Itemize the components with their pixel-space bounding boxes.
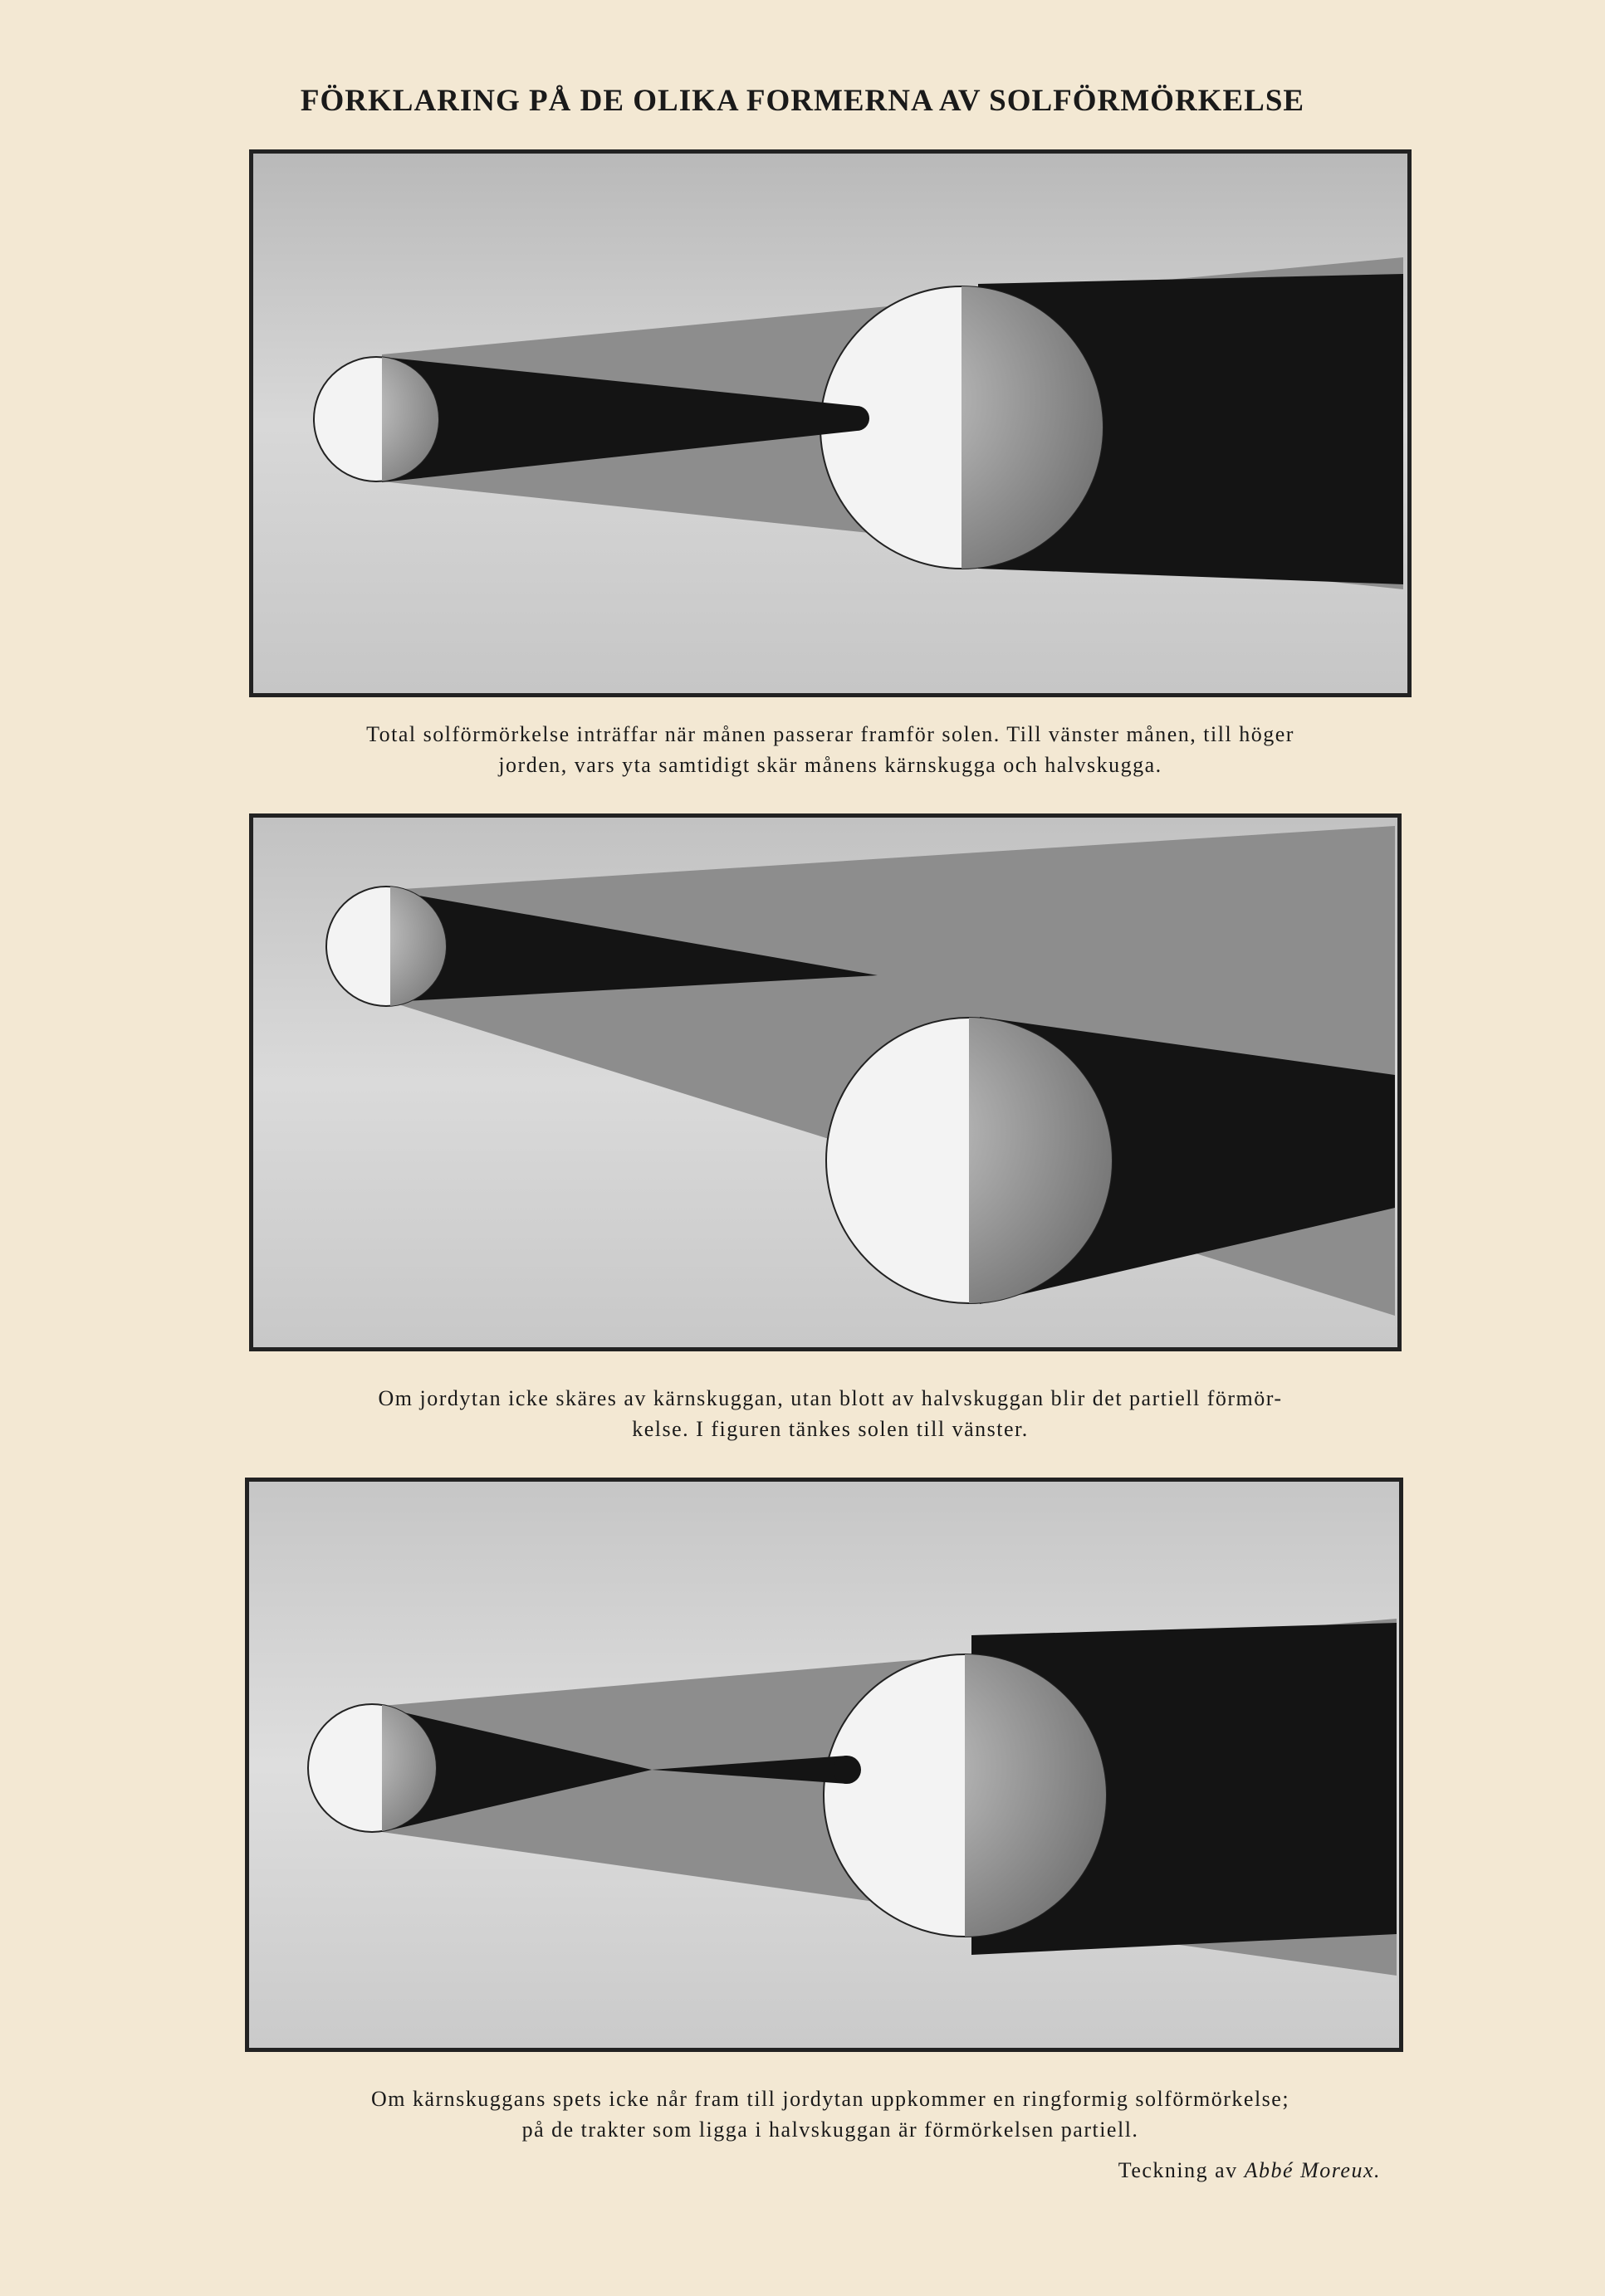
figure-partial-eclipse <box>253 818 1397 1347</box>
caption-partial-eclipse <box>245 1383 1416 1444</box>
partial-eclipse-diagram <box>253 818 1397 1347</box>
caption-line: Total solförmörkelse inträffar när månen passerar framför solen. Till vänster månen, till höger <box>366 722 1294 746</box>
figure-total-eclipse <box>253 154 1407 693</box>
page-title: FÖRKLARING PÅ DE OLIKA FORMERNA AV SOLFÖRMÖRKELSE <box>300 84 1305 118</box>
caption-line: på de trakter som ligga i halvskuggan är förmörkelsen partiell. <box>521 2118 1139 2142</box>
caption-line: jorden, vars yta samtidigt skär månens kärnskugga och halvskugga. <box>498 753 1162 777</box>
caption-line: Om jordytan icke skäres av kärnskuggan, utan blott av halvskuggan blir det partiell förmör- <box>378 1386 1283 1410</box>
figure-annular-eclipse <box>249 1482 1399 2048</box>
caption-line: Om kärnskuggans spets icke når fram till jordytan uppkommer en ringformig solförmörkelse; <box>370 2087 1290 2111</box>
caption-line: kelse. I figuren tänkes solen till vänster. <box>632 1417 1029 1441</box>
caption-annular-eclipse <box>245 2083 1416 2145</box>
credit-prefix: Teckning av <box>1118 2158 1238 2182</box>
credit-author: Abbé Moreux. <box>1244 2158 1381 2182</box>
caption-total-eclipse <box>245 719 1416 780</box>
illustration-credit <box>1118 2158 1381 2183</box>
annular-eclipse-diagram <box>249 1482 1399 2048</box>
total-eclipse-diagram <box>253 154 1407 693</box>
